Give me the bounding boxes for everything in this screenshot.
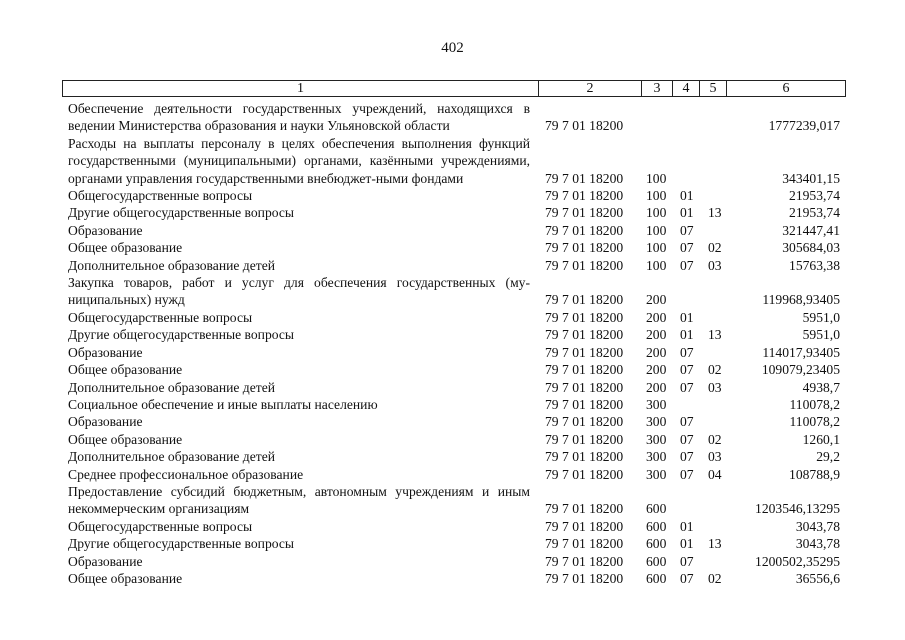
row-amount: 21953,74 (789, 188, 840, 204)
row-section: 07 (680, 362, 694, 378)
row-target-code: 79 7 01 18200 (545, 292, 624, 308)
row-name: Общегосударственные вопросы (68, 518, 253, 534)
row-section: 07 (680, 414, 694, 430)
table-row (0, 222, 905, 239)
row-section: 01 (680, 536, 694, 552)
row-target-code: 79 7 01 18200 (545, 449, 624, 465)
row-expense-type: 300 (646, 449, 667, 465)
row-section: 01 (680, 205, 694, 221)
row-section: 07 (680, 344, 694, 360)
table-row (0, 431, 905, 448)
row-subsection: 02 (708, 431, 722, 447)
row-amount: 321447,41 (782, 222, 840, 238)
row-section: 01 (680, 188, 694, 204)
row-amount: 21953,74 (789, 205, 840, 221)
row-target-code: 79 7 01 18200 (545, 327, 624, 343)
table-row (0, 466, 905, 483)
table-row (0, 239, 905, 256)
row-amount: 1203546,13295 (755, 501, 840, 517)
row-name: Общегосударственные вопросы (68, 188, 253, 204)
row-expense-type: 600 (646, 553, 667, 569)
row-target-code: 79 7 01 18200 (545, 518, 624, 534)
row-section: 07 (680, 240, 694, 256)
row-expense-type: 600 (646, 536, 667, 552)
row-subsection: 03 (708, 449, 722, 465)
row-subsection: 02 (708, 362, 722, 378)
row-subsection: 02 (708, 570, 722, 586)
row-amount: 343401,15 (782, 170, 840, 186)
row-name: Образование (68, 414, 143, 430)
row-expense-type: 600 (646, 570, 667, 586)
table-row (0, 483, 905, 518)
row-amount: 110078,2 (789, 414, 840, 430)
row-amount: 305684,03 (782, 240, 840, 256)
row-amount: 4938,7 (802, 379, 840, 395)
row-subsection: 04 (708, 466, 722, 482)
row-amount: 1260,1 (802, 431, 840, 447)
row-section: 07 (680, 466, 694, 482)
table-row (0, 518, 905, 535)
row-expense-type: 200 (646, 362, 667, 378)
row-expense-type: 300 (646, 414, 667, 430)
row-expense-type: 300 (646, 396, 667, 412)
row-amount: 36556,6 (795, 570, 840, 586)
table-header (62, 80, 846, 97)
row-subsection: 13 (708, 536, 722, 552)
row-expense-type: 100 (646, 170, 667, 186)
row-expense-type: 100 (646, 188, 667, 204)
row-name: Другие общегосударственные вопросы (68, 205, 295, 221)
row-name: Общее образование (68, 431, 183, 447)
row-amount: 108788,9 (789, 466, 840, 482)
row-name: Закупка товаров, работ и услуг для обеспечения государственных (му-ниципальных) нужд (68, 275, 530, 308)
row-target-code: 79 7 01 18200 (545, 188, 624, 204)
row-target-code: 79 7 01 18200 (545, 240, 624, 256)
header-col-2: 2 (539, 81, 642, 96)
row-name: Другие общегосударственные вопросы (68, 536, 295, 552)
row-target-code: 79 7 01 18200 (545, 257, 624, 273)
row-amount: 29,2 (816, 449, 840, 465)
row-target-code: 79 7 01 18200 (545, 118, 624, 134)
row-subsection: 02 (708, 240, 722, 256)
row-expense-type: 100 (646, 205, 667, 221)
row-name: Образование (68, 344, 143, 360)
row-amount: 5951,0 (802, 327, 840, 343)
row-expense-type: 100 (646, 240, 667, 256)
row-section: 01 (680, 309, 694, 325)
row-subsection: 03 (708, 257, 722, 273)
row-expense-type: 600 (646, 518, 667, 534)
row-target-code: 79 7 01 18200 (545, 362, 624, 378)
row-target-code: 79 7 01 18200 (545, 570, 624, 586)
row-target-code: 79 7 01 18200 (545, 309, 624, 325)
row-section: 07 (680, 449, 694, 465)
row-amount: 1777239,017 (768, 118, 840, 134)
row-subsection: 13 (708, 327, 722, 343)
table-row (0, 274, 905, 309)
row-amount: 110078,2 (789, 396, 840, 412)
header-col-1: 1 (63, 81, 539, 96)
header-col-4: 4 (673, 81, 700, 96)
table-row (0, 187, 905, 204)
table-row (0, 361, 905, 378)
row-amount: 119968,93405 (762, 292, 840, 308)
table-row (0, 413, 905, 430)
row-section: 07 (680, 431, 694, 447)
table-row (0, 257, 905, 274)
row-target-code: 79 7 01 18200 (545, 379, 624, 395)
row-section: 07 (680, 257, 694, 273)
row-name: Образование (68, 222, 143, 238)
row-name: Дополнительное образование детей (68, 257, 276, 273)
row-name: Обеспечение деятельности государственных учреждений, находящихся в ведении Министерства образования и науки Ульяновской области (68, 101, 530, 134)
row-section: 07 (680, 379, 694, 395)
row-amount: 5951,0 (802, 309, 840, 325)
row-amount: 15763,38 (789, 257, 840, 273)
row-name: Дополнительное образование детей (68, 449, 276, 465)
table-row (0, 553, 905, 570)
table-row (0, 379, 905, 396)
row-section: 07 (680, 222, 694, 238)
table-row (0, 326, 905, 343)
row-name: Общее образование (68, 362, 183, 378)
row-expense-type: 200 (646, 309, 667, 325)
row-name: Предоставление субсидий бюджетным, автономным учреждениям и иным некоммерческим организациям (68, 483, 530, 517)
table-row (0, 396, 905, 413)
table-row (0, 344, 905, 361)
row-subsection: 13 (708, 205, 722, 221)
row-target-code: 79 7 01 18200 (545, 501, 624, 517)
table-row (0, 309, 905, 326)
row-expense-type: 300 (646, 466, 667, 482)
table-body (0, 100, 905, 587)
row-target-code: 79 7 01 18200 (545, 344, 624, 360)
row-expense-type: 600 (646, 501, 667, 517)
row-amount: 1200502,35295 (755, 553, 840, 569)
row-amount: 114017,93405 (762, 344, 840, 360)
page-number: 402 (441, 40, 464, 56)
row-name: Общее образование (68, 240, 183, 256)
table-row (0, 535, 905, 552)
row-amount: 109079,23405 (761, 362, 840, 378)
row-subsection: 03 (708, 379, 722, 395)
header-col-3: 3 (642, 81, 673, 96)
row-amount: 3043,78 (795, 518, 840, 534)
row-target-code: 79 7 01 18200 (545, 205, 624, 221)
row-expense-type: 300 (646, 431, 667, 447)
row-expense-type: 200 (646, 379, 667, 395)
row-target-code: 79 7 01 18200 (545, 170, 624, 186)
row-name: Общее образование (68, 570, 183, 586)
row-target-code: 79 7 01 18200 (545, 431, 624, 447)
row-expense-type: 200 (646, 292, 667, 308)
row-target-code: 79 7 01 18200 (545, 466, 624, 482)
row-name: Среднее профессиональное образование (68, 466, 304, 482)
row-target-code: 79 7 01 18200 (545, 396, 624, 412)
row-name: Общегосударственные вопросы (68, 309, 253, 325)
table-row (0, 448, 905, 465)
row-expense-type: 100 (646, 257, 667, 273)
row-expense-type: 200 (646, 344, 667, 360)
row-name: Образование (68, 553, 143, 569)
row-target-code: 79 7 01 18200 (545, 414, 624, 430)
row-expense-type: 200 (646, 327, 667, 343)
row-expense-type: 100 (646, 222, 667, 238)
row-name: Другие общегосударственные вопросы (68, 327, 295, 343)
row-target-code: 79 7 01 18200 (545, 553, 624, 569)
row-amount: 3043,78 (795, 536, 840, 552)
row-name: Расходы на выплаты персоналу в целях обеспечения выполнения функций государственными (муниципальными) органами, казёнными учреждениями, органами управления государственными внебюджет-ными фондами (68, 135, 530, 186)
table-row (0, 204, 905, 221)
row-target-code: 79 7 01 18200 (545, 222, 624, 238)
header-col-5: 5 (700, 81, 727, 96)
header-col-6: 6 (782, 81, 790, 96)
row-section: 07 (680, 570, 694, 586)
row-section: 01 (680, 518, 694, 534)
row-name: Социальное обеспечение и иные выплаты населению (68, 396, 378, 412)
row-name: Дополнительное образование детей (68, 379, 276, 395)
row-section: 01 (680, 327, 694, 343)
table-row (0, 570, 905, 587)
table-row (0, 100, 905, 135)
row-target-code: 79 7 01 18200 (545, 536, 624, 552)
row-section: 07 (680, 553, 694, 569)
table-row (0, 135, 905, 187)
